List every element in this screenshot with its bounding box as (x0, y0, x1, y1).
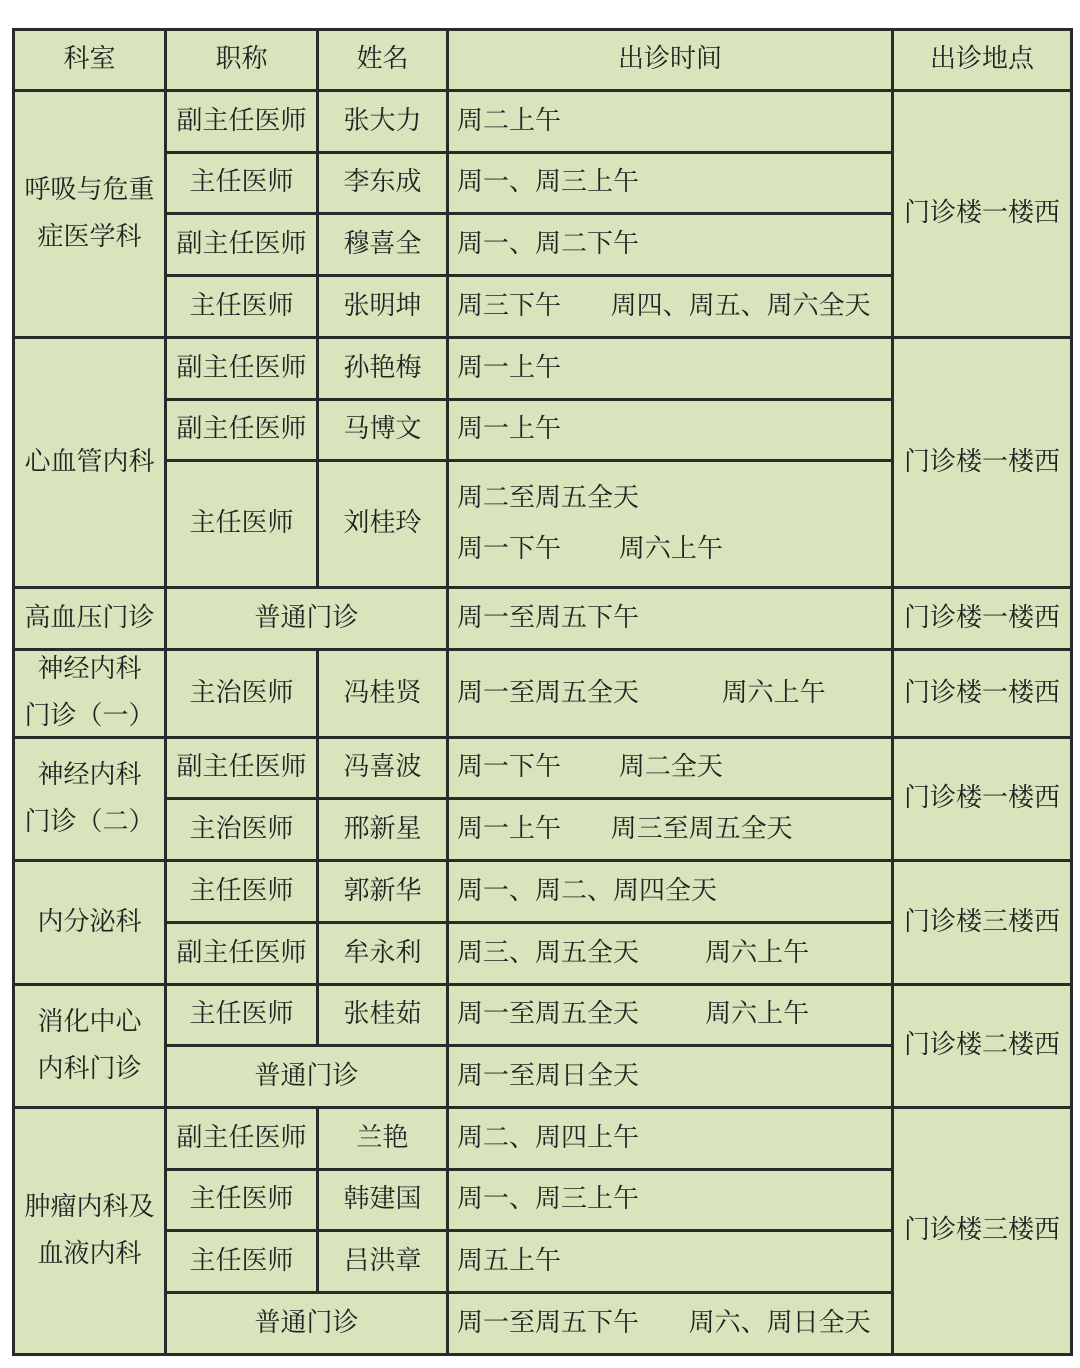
doctor-title-cell: 主任医师 (166, 461, 318, 588)
clinic-time-cell (448, 152, 893, 214)
doctor-name-cell: 马博文 (318, 399, 448, 461)
table-row (14, 337, 1072, 399)
clinic-time-cell (448, 1107, 893, 1169)
dept-name-line: 心血管内科 (24, 446, 155, 477)
doctor-title-cell: 副主任医师 (166, 1107, 318, 1169)
doctor-title-cell: 副主任医师 (166, 91, 318, 153)
clinic-time-line: 周一至周五下午 (457, 602, 640, 633)
doctor-title-cell: 主任医师 (166, 984, 318, 1046)
doctor-name-cell: 张桂茹 (318, 984, 448, 1046)
doctor-name-cell: 邢新星 (318, 799, 448, 861)
dept-name-line: 内分泌科 (37, 906, 142, 937)
doctor-name-cell: 张大力 (318, 91, 448, 153)
table-row (14, 91, 1072, 153)
table-row (14, 984, 1072, 1046)
dept-name-line: 症医学科 (37, 221, 142, 252)
dept-name-line: 血液内科 (37, 1238, 142, 1269)
doctor-name-cell: 郭新华 (318, 861, 448, 923)
clinic-time-line: 周一、周二、周四全天 (457, 875, 718, 906)
clinic-time-cell (448, 1293, 893, 1355)
clinic-time-cell (448, 799, 893, 861)
dept-name-line: 消化中心 (37, 1006, 142, 1037)
doctor-name-cell: 兰艳 (318, 1107, 448, 1169)
header-location: 出诊地点 (893, 30, 1072, 91)
doctor-title-cell: 主任医师 (166, 276, 318, 338)
doctor-name-cell: 孙艳梅 (318, 337, 448, 399)
dept-name-line: 门诊（一） (24, 701, 155, 732)
table-row (14, 587, 1072, 649)
table-row (14, 649, 1072, 737)
header-time: 出诊时间 (448, 30, 893, 91)
doctor-name-cell: 韩建国 (318, 1169, 448, 1231)
clinic-time-line: 周一上午 (457, 352, 562, 383)
clinic-time-cell (448, 649, 893, 737)
dept-name-line: 神经内科 (37, 759, 142, 790)
dept-name-line: 高血压门诊 (24, 602, 155, 633)
clinic-time-cell (448, 276, 893, 338)
clinic-time-line: 周一至周五下午 周六、周日全天 (457, 1307, 871, 1338)
dept-name-line: 内科门诊 (37, 1053, 142, 1084)
doctor-title-cell: 副主任医师 (166, 337, 318, 399)
doctor-name-cell: 刘桂玲 (318, 461, 448, 588)
location-cell: 门诊楼一楼西 (893, 337, 1072, 587)
clinic-time-cell (448, 861, 893, 923)
clinic-time-line: 周二至周五全天 (457, 482, 640, 513)
doctor-title-cell: 副主任医师 (166, 214, 318, 276)
clinic-time-line: 周二上午 (457, 105, 562, 136)
clinic-time-cell (448, 1169, 893, 1231)
location-cell: 门诊楼一楼西 (893, 737, 1072, 860)
clinic-time-cell (448, 337, 893, 399)
header-dept: 科室 (14, 30, 166, 91)
clinic-schedule-table (12, 28, 1073, 1356)
doctor-name-cell: 牟永利 (318, 922, 448, 984)
clinic-time-cell (448, 91, 893, 153)
doctor-name-cell: 冯桂贤 (318, 649, 448, 737)
clinic-time-line: 周一、周二下午 (457, 229, 640, 260)
location-cell: 门诊楼三楼西 (893, 861, 1072, 984)
location-cell: 门诊楼二楼西 (893, 984, 1072, 1107)
doctor-title-cell: 副主任医师 (166, 737, 318, 799)
doctor-title-cell: 主治医师 (166, 649, 318, 737)
header-title: 职称 (166, 30, 318, 91)
dept-name-line: 肿瘤内科及 (24, 1191, 155, 1222)
clinic-time-line: 周三、周五全天 周六上午 (457, 937, 810, 968)
clinic-time-line: 周一、周三上午 (457, 1184, 640, 1215)
doctor-title-cell: 副主任医师 (166, 922, 318, 984)
clinic-time-line: 周一至周五全天 周六上午 (457, 999, 810, 1030)
clinic-time-cell (448, 461, 893, 588)
clinic-time-cell (448, 587, 893, 649)
header-name: 姓名 (318, 30, 448, 91)
clinic-time-cell (448, 1046, 893, 1108)
general-clinic-cell: 普通门诊 (166, 1293, 448, 1355)
doctor-name-cell: 冯喜波 (318, 737, 448, 799)
general-clinic-cell: 普通门诊 (166, 1046, 448, 1108)
dept-cell (14, 984, 166, 1107)
clinic-time-line: 周二、周四上午 (457, 1122, 640, 1153)
location-cell: 门诊楼一楼西 (893, 649, 1072, 737)
schedule-body (14, 91, 1072, 1355)
location-cell: 门诊楼一楼西 (893, 91, 1072, 338)
clinic-time-line: 周一、周三上午 (457, 167, 640, 198)
table-row (14, 737, 1072, 799)
location-cell: 门诊楼三楼西 (893, 1107, 1072, 1354)
doctor-name-cell: 穆喜全 (318, 214, 448, 276)
clinic-time-line: 周一至周日全天 (457, 1060, 640, 1091)
header-row (14, 30, 1072, 91)
dept-name-line: 门诊（二） (24, 806, 155, 837)
clinic-time-cell (448, 399, 893, 461)
dept-cell (14, 337, 166, 587)
doctor-name-cell: 李东成 (318, 152, 448, 214)
dept-cell (14, 861, 166, 984)
clinic-time-line: 周一至周五全天 周六上午 (457, 677, 826, 708)
clinic-time-line: 周一下午 周六上午 (457, 534, 723, 565)
doctor-title-cell: 主任医师 (166, 152, 318, 214)
table-row (14, 861, 1072, 923)
clinic-time-cell (448, 1231, 893, 1293)
dept-cell (14, 737, 166, 860)
clinic-time-line: 周一上午 (457, 414, 562, 445)
dept-cell (14, 91, 166, 338)
clinic-time-cell (448, 984, 893, 1046)
clinic-time-cell (448, 737, 893, 799)
dept-name-line: 神经内科 (37, 653, 142, 684)
location-cell: 门诊楼一楼西 (893, 587, 1072, 649)
dept-cell (14, 649, 166, 737)
clinic-time-cell (448, 922, 893, 984)
clinic-time-line: 周一下午 周二全天 (457, 752, 723, 783)
clinic-time-line: 周五上午 (457, 1246, 562, 1277)
general-clinic-cell: 普通门诊 (166, 587, 448, 649)
doctor-title-cell: 副主任医师 (166, 399, 318, 461)
doctor-title-cell: 主治医师 (166, 799, 318, 861)
clinic-time-line: 周一上午 周三至周五全天 (457, 814, 793, 845)
dept-name-line: 呼吸与危重 (24, 174, 155, 205)
clinic-time-cell (448, 214, 893, 276)
doctor-title-cell: 主任医师 (166, 1169, 318, 1231)
table-row (14, 1107, 1072, 1169)
dept-cell (14, 1107, 166, 1354)
clinic-time-line: 周三下午 周四、周五、周六全天 (457, 290, 871, 321)
doctor-name-cell: 张明坤 (318, 276, 448, 338)
doctor-title-cell: 主任医师 (166, 1231, 318, 1293)
doctor-name-cell: 吕洪章 (318, 1231, 448, 1293)
dept-cell (14, 587, 166, 649)
doctor-title-cell: 主任医师 (166, 861, 318, 923)
